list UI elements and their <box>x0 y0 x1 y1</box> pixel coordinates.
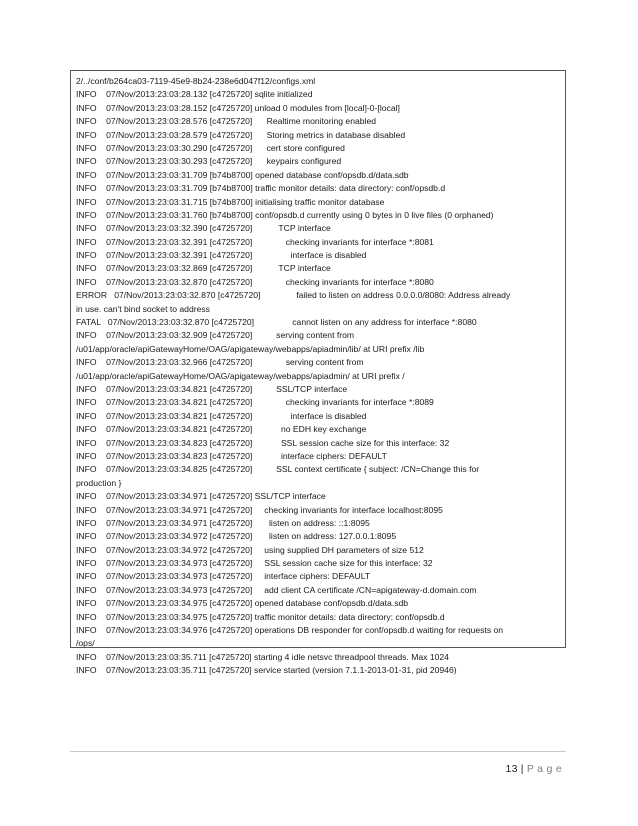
log-line: INFO 07/Nov/2013:23:03:28.132 [c4725720] sqlite initialized <box>76 89 313 100</box>
log-line: INFO 07/Nov/2013:23:03:34.976 [c4725720] operations DB responder for conf/opsdb.d waiting for requests on <box>76 625 504 636</box>
log-line: INFO 07/Nov/2013:23:03:35.711 [c4725720] starting 4 idle netsvc threadpool threads. Max 1024 <box>76 651 449 662</box>
log-line: INFO 07/Nov/2013:23:03:34.821 [c4725720] checking invariants for interface *:8089 <box>76 397 434 408</box>
log-line: INFO 07/Nov/2013:23:03:34.823 [c4725720] SSL session cache size for this interface: 32 <box>76 437 450 448</box>
log-line: INFO 07/Nov/2013:23:03:31.760 [b74b8700] conf/opsdb.d currently using 0 bytes in 0 live files (0 orphaned) <box>76 209 494 220</box>
log-line: INFO 07/Nov/2013:23:03:34.973 [c4725720] interface ciphers: DEFAULT <box>76 571 371 582</box>
log-line: INFO 07/Nov/2013:23:03:32.390 [c4725720] TCP interface <box>76 223 331 234</box>
log-line: INFO 07/Nov/2013:23:03:31.715 [b74b8700] initialising traffic monitor database <box>76 196 385 207</box>
log-line: INFO 07/Nov/2013:23:03:34.971 [c4725720] checking invariants for interface localhost:8095 <box>76 504 443 515</box>
log-line: INFO 07/Nov/2013:23:03:34.972 [c4725720] using supplied DH parameters of size 512 <box>76 544 424 555</box>
page-number: 13 <box>505 763 518 775</box>
log-line: /ops/ <box>76 638 95 649</box>
log-line: INFO 07/Nov/2013:23:03:34.973 [c4725720] SSL session cache size for this interface: 32 <box>76 558 433 569</box>
log-line: INFO 07/Nov/2013:23:03:30.293 [c4725720] keypairs configured <box>76 156 342 167</box>
log-line: INFO 07/Nov/2013:23:03:31.709 [b74b8700] opened database conf/opsdb.d/data.sdb <box>76 169 409 180</box>
log-line: INFO 07/Nov/2013:23:03:34.825 [c4725720] SSL context certificate { subject: /CN=Change this for <box>76 464 480 475</box>
page-footer <box>506 763 563 775</box>
log-line: INFO 07/Nov/2013:23:03:32.869 [c4725720] TCP interface <box>76 263 331 274</box>
log-line: INFO 07/Nov/2013:23:03:28.152 [c4725720] unload 0 modules from [local]-0-[local] <box>76 102 400 113</box>
log-line: 2/../conf/b264ca03-7119-45e9-8b24-238e6d047f12/configs.xml <box>76 76 316 86</box>
log-line: INFO 07/Nov/2013:23:03:28.579 [c4725720] Storing metrics in database disabled <box>76 129 406 140</box>
log-line: INFO 07/Nov/2013:23:03:34.973 [c4725720] add client CA certificate /CN=apigateway-d.domain.com <box>76 584 477 595</box>
log-line: INFO 07/Nov/2013:23:03:32.909 [c4725720] serving content from <box>76 330 355 341</box>
log-line: INFO 07/Nov/2013:23:03:32.391 [c4725720] interface is disabled <box>76 250 367 261</box>
log-line: INFO 07/Nov/2013:23:03:34.975 [c4725720] traffic monitor details: data directory: conf/opsdb.d <box>76 611 445 622</box>
log-line: FATAL 07/Nov/2013:23:03:32.870 [c4725720] cannot listen on any address for interface *:8080 <box>76 317 477 328</box>
log-line: INFO 07/Nov/2013:23:03:34.971 [c4725720] SSL/TCP interface <box>76 491 326 502</box>
log-line: INFO 07/Nov/2013:23:03:34.975 [c4725720] opened database conf/opsdb.d/data.sdb <box>76 598 409 609</box>
log-line: INFO 07/Nov/2013:23:03:34.971 [c4725720] listen on address: ::1:8095 <box>76 517 370 528</box>
log-line: INFO 07/Nov/2013:23:03:34.972 [c4725720] listen on address: 127.0.0.1:8095 <box>76 531 397 542</box>
log-line: production } <box>76 477 122 488</box>
log-line: in use. can't bind socket to address <box>76 303 210 314</box>
log-line: ERROR 07/Nov/2013:23:03:32.870 [c4725720] failed to listen on address 0.0.0.0/8080: Address already <box>76 290 511 301</box>
footer-divider <box>70 751 566 752</box>
log-line: INFO 07/Nov/2013:23:03:28.576 [c4725720] Realtime monitoring enabled <box>76 116 377 127</box>
log-line: INFO 07/Nov/2013:23:03:34.821 [c4725720] interface is disabled <box>76 410 367 421</box>
log-output-box <box>70 70 566 676</box>
log-line: INFO 07/Nov/2013:23:03:30.290 [c4725720] cert store configured <box>76 142 345 153</box>
log-line: INFO 07/Nov/2013:23:03:32.966 [c4725720] serving content from <box>76 357 364 368</box>
log-line: INFO 07/Nov/2013:23:03:32.391 [c4725720] checking invariants for interface *:8081 <box>76 236 434 247</box>
log-line: INFO 07/Nov/2013:23:03:34.821 [c4725720] SSL/TCP interface <box>76 383 348 394</box>
log-line: INFO 07/Nov/2013:23:03:34.821 [c4725720] no EDH key exchange <box>76 424 367 435</box>
page-label: P a g e <box>526 763 562 775</box>
page-separator: | <box>520 763 524 775</box>
log-line: INFO 07/Nov/2013:23:03:34.823 [c4725720] interface ciphers: DEFAULT <box>76 450 387 461</box>
log-line: INFO 07/Nov/2013:23:03:32.870 [c4725720] checking invariants for interface *:8080 <box>76 276 434 287</box>
log-line: INFO 07/Nov/2013:23:03:35.711 [c4725720] service started (version 7.1.1-2013-01-31, pid 20946) <box>76 665 457 676</box>
log-line: /u01/app/oracle/apiGatewayHome/OAG/apigateway/webapps/apiadmin/lib/ at URI prefix /lib <box>76 343 425 354</box>
log-line: /u01/app/oracle/apiGatewayHome/OAG/apigateway/webapps/apiadmin/ at URI prefix / <box>76 370 405 381</box>
log-line: INFO 07/Nov/2013:23:03:31.709 [b74b8700] traffic monitor details: data directory: conf/opsdb.d <box>76 183 446 194</box>
log-lines <box>76 75 564 678</box>
